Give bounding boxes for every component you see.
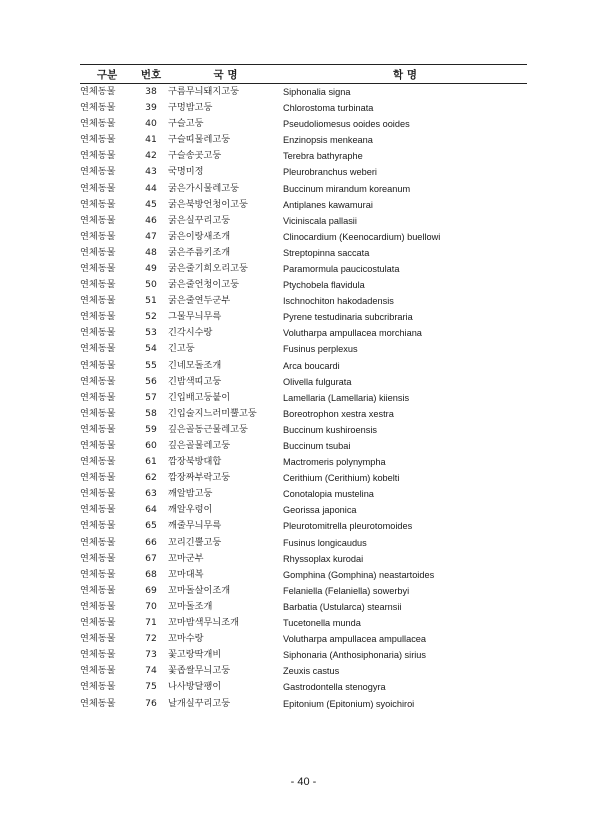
table-row	[80, 100, 527, 116]
korean-name-cell: 깜장짜부락고둥	[168, 472, 231, 484]
scientific-name-cell: Lamellaria (Lamellaria) kiiensis	[283, 392, 410, 403]
table-header	[80, 65, 527, 84]
category-cell: 연체동물	[80, 504, 116, 516]
number-cell: 62	[145, 472, 157, 484]
scientific-name-cell: Gomphina (Gomphina) neastartoides	[283, 569, 435, 580]
korean-name-cell: 국명미정	[168, 166, 204, 178]
number-cell: 44	[145, 182, 157, 194]
category-cell: 연체동물	[80, 246, 116, 258]
korean-name-cell: 그물무늬무륵	[168, 311, 222, 323]
table-row	[80, 293, 527, 309]
korean-name-cell: 굵은줄기희오리고둥	[168, 262, 248, 274]
category-cell: 연체동물	[80, 440, 116, 452]
scientific-name-cell: Tucetonella munda	[283, 618, 361, 629]
table-row	[80, 309, 527, 325]
category-cell: 연체동물	[80, 423, 116, 435]
scientific-name-cell: Ischnochiton hakodadensis	[283, 296, 394, 307]
korean-name-cell: 굵은이랑새조개	[168, 230, 231, 242]
table-row	[80, 374, 527, 390]
category-cell: 연체동물	[80, 214, 116, 226]
korean-name-cell: 꼬마돌조개	[168, 600, 213, 612]
category-cell: 연체동물	[80, 568, 116, 580]
table-row	[80, 245, 527, 261]
table-row	[80, 341, 527, 357]
number-cell: 65	[145, 520, 157, 532]
table-row	[80, 358, 527, 374]
table-row	[80, 679, 527, 695]
header-korean-name: 국 명	[168, 65, 283, 84]
number-cell: 76	[145, 697, 157, 709]
korean-name-cell: 꼬리긴뿔고둥	[168, 536, 222, 548]
korean-name-cell: 구름무늬돼지고둥	[168, 86, 240, 97]
scientific-name-cell: Buccinum tsubai	[283, 441, 351, 452]
scientific-name-cell: Antiplanes kawamurai	[283, 199, 373, 210]
category-cell: 연체동물	[80, 198, 116, 210]
number-cell: 42	[145, 150, 157, 162]
table-row	[80, 229, 527, 245]
table-row	[80, 535, 527, 551]
table-row	[80, 213, 527, 229]
scientific-name-cell: Clinocardium (Keenocardium) buellowi	[283, 231, 441, 242]
category-cell: 연체동물	[80, 391, 116, 403]
table-row	[80, 406, 527, 422]
number-cell: 56	[145, 375, 157, 387]
scientific-name-cell: Barbatia (Ustularca) stearnsii	[283, 601, 402, 612]
category-cell: 연체동물	[80, 407, 116, 419]
number-cell: 73	[145, 649, 157, 661]
category-cell: 연체동물	[80, 665, 116, 677]
scientific-name-cell: Siphonaria (Anthosiphonaria) sirius	[283, 650, 426, 661]
korean-name-cell: 긴고둥	[168, 343, 195, 355]
category-cell: 연체동물	[80, 600, 116, 612]
number-cell: 53	[145, 327, 157, 339]
korean-name-cell: 굵은실꾸리고둥	[168, 214, 231, 226]
number-cell: 59	[145, 423, 157, 435]
number-cell: 55	[145, 359, 157, 371]
table-row	[80, 438, 527, 454]
category-cell: 연체동물	[80, 150, 116, 162]
scientific-name-cell: Olivella fulgurata	[283, 376, 352, 387]
korean-name-cell: 구멍밤고둥	[168, 102, 213, 114]
number-cell: 66	[145, 536, 157, 548]
scientific-name-cell: Siphonalia signa	[283, 87, 351, 97]
scientific-name-cell: Boreotrophon xestra xestra	[283, 408, 394, 419]
table-row	[80, 470, 527, 486]
species-table	[80, 64, 527, 712]
category-cell: 연체동물	[80, 166, 116, 178]
header-number: 번호	[134, 65, 168, 84]
header-category: 구분	[80, 65, 134, 84]
korean-name-cell: 깨알우렁이	[168, 504, 213, 516]
category-cell: 연체동물	[80, 134, 116, 146]
table-row	[80, 551, 527, 567]
table-row	[80, 148, 527, 164]
scientific-name-cell: Rhyssoplax kurodai	[283, 553, 364, 564]
category-cell: 연체동물	[80, 102, 116, 114]
korean-name-cell: 날개실꾸리고둥	[168, 697, 231, 709]
number-cell: 54	[145, 343, 157, 355]
scientific-name-cell: Pseudoliomesus ooides ooides	[283, 119, 410, 130]
scientific-name-cell: Zeuxis castus	[283, 666, 340, 677]
category-cell: 연체동물	[80, 584, 116, 596]
korean-name-cell: 꽃좁쌀무늬고둥	[168, 665, 231, 677]
number-cell: 74	[145, 665, 157, 677]
table-row	[80, 647, 527, 663]
number-cell: 75	[145, 681, 157, 693]
category-cell: 연체동물	[80, 262, 116, 274]
number-cell: 72	[145, 633, 157, 645]
scientific-name-cell: Fusinus longicaudus	[283, 537, 367, 548]
table-row	[80, 422, 527, 438]
scientific-name-cell: Fusinus perplexus	[283, 344, 358, 355]
category-cell: 연체동물	[80, 536, 116, 548]
scientific-name-cell: Pyrene testudinaria subcribraria	[283, 312, 413, 323]
category-cell: 연체동물	[80, 649, 116, 661]
table-row	[80, 583, 527, 599]
category-cell: 연체동물	[80, 327, 116, 339]
number-cell: 63	[145, 488, 157, 500]
korean-name-cell: 깜장북방대합	[168, 456, 222, 468]
category-cell: 연체동물	[80, 375, 116, 387]
number-cell: 57	[145, 391, 157, 403]
category-cell: 연체동물	[80, 488, 116, 500]
korean-name-cell: 긴입배고둥붙이	[168, 391, 231, 403]
korean-name-cell: 꽃고랑딱개비	[168, 649, 222, 661]
scientific-name-cell: Gastrodontella stenogyra	[283, 682, 386, 693]
scientific-name-cell: Ptychobela flavidula	[283, 280, 365, 291]
scientific-name-cell: Terebra bathyraphe	[283, 151, 363, 162]
table-row	[80, 390, 527, 406]
korean-name-cell: 깨줄무늬무륵	[168, 520, 222, 532]
korean-name-cell: 구슬고둥	[168, 118, 204, 130]
number-cell: 51	[145, 295, 157, 307]
korean-name-cell: 나사방달팽이	[168, 681, 222, 693]
number-cell: 52	[145, 311, 157, 323]
header-scientific-name: 학 명	[283, 65, 527, 84]
scientific-name-cell: Pleurotomitrella pleurotomoides	[283, 521, 413, 532]
korean-name-cell: 굵은줄언청이고둥	[168, 279, 240, 291]
table-row	[80, 84, 527, 101]
category-cell: 연체동물	[80, 552, 116, 564]
korean-name-cell: 깨알밤고둥	[168, 488, 213, 500]
table-row	[80, 116, 527, 132]
category-cell: 연체동물	[80, 279, 116, 291]
number-cell: 69	[145, 584, 157, 596]
scientific-name-cell: Felaniella (Felaniella) sowerbyi	[283, 585, 410, 596]
number-cell: 38	[145, 86, 157, 97]
category-cell: 연체동물	[80, 520, 116, 532]
table-row	[80, 277, 527, 293]
number-cell: 41	[145, 134, 157, 146]
table-row	[80, 599, 527, 615]
scientific-name-cell: Paramormula paucicostulata	[283, 263, 400, 274]
category-cell: 연체동물	[80, 311, 116, 323]
korean-name-cell: 굵은가시물레고둥	[168, 182, 240, 194]
category-cell: 연체동물	[80, 230, 116, 242]
scientific-name-cell: Volutharpa ampullacea morchiana	[283, 328, 422, 339]
scientific-name-cell: Viciniscala pallasii	[283, 215, 357, 226]
number-cell: 47	[145, 230, 157, 242]
scientific-name-cell: Epitonium (Epitonium) syoichiroi	[283, 698, 415, 709]
table-row	[80, 663, 527, 679]
number-cell: 50	[145, 279, 157, 291]
category-cell: 연체동물	[80, 472, 116, 484]
korean-name-cell: 긴밤색띠고둥	[168, 375, 222, 387]
scientific-name-cell: Chlorostoma turbinata	[283, 103, 374, 114]
table-row	[80, 261, 527, 277]
scientific-name-cell: Georissa japonica	[283, 505, 357, 516]
scientific-name-cell: Pleurobranchus weberi	[283, 167, 377, 178]
category-cell: 연체동물	[80, 456, 116, 468]
table-row	[80, 486, 527, 502]
korean-name-cell: 꼬마대복	[168, 568, 204, 580]
korean-name-cell: 긴입술지느러미뿔고둥	[168, 407, 257, 419]
korean-name-cell: 굵은주름키조개	[168, 246, 231, 258]
scientific-name-cell: Conotalopia mustelina	[283, 489, 374, 500]
number-cell: 68	[145, 568, 157, 580]
scientific-name-cell: Buccinum mirandum koreanum	[283, 183, 411, 194]
table-row	[80, 695, 527, 711]
korean-name-cell: 긴각시수랑	[168, 327, 213, 339]
category-cell: 연체동물	[80, 697, 116, 709]
scientific-name-cell: Buccinum kushiroensis	[283, 424, 377, 435]
table-body	[80, 84, 527, 712]
table-row	[80, 502, 527, 518]
number-cell: 61	[145, 456, 157, 468]
table-row	[80, 631, 527, 647]
table-row	[80, 197, 527, 213]
korean-name-cell: 꼬마군부	[168, 552, 204, 564]
table-row	[80, 567, 527, 583]
scientific-name-cell: Cerithium (Cerithium) kobelti	[283, 473, 400, 484]
number-cell: 70	[145, 600, 157, 612]
category-cell: 연체동물	[80, 359, 116, 371]
category-cell: 연체동물	[80, 182, 116, 194]
korean-name-cell: 꼬마밤색무늬조개	[168, 617, 240, 629]
korean-name-cell: 굵은북방언청이고둥	[168, 198, 248, 210]
korean-name-cell: 깊은골동근물레고둥	[168, 423, 248, 435]
table-row	[80, 325, 527, 341]
korean-name-cell: 구슬띠물레고둥	[168, 134, 231, 146]
korean-name-cell: 굵은줄연두군부	[168, 295, 231, 307]
table-row	[80, 164, 527, 180]
category-cell: 연체동물	[80, 118, 116, 130]
number-cell: 39	[145, 102, 157, 114]
number-cell: 67	[145, 552, 157, 564]
korean-name-cell: 꼬마돌살이조개	[168, 584, 231, 596]
page-number: - 40 -	[290, 776, 317, 788]
korean-name-cell: 꼬마수랑	[168, 633, 204, 645]
scientific-name-cell: Streptopinna saccata	[283, 247, 370, 258]
table-row	[80, 180, 527, 196]
korean-name-cell: 긴네모돌조개	[168, 359, 222, 371]
number-cell: 49	[145, 262, 157, 274]
number-cell: 60	[145, 440, 157, 452]
number-cell: 43	[145, 166, 157, 178]
scientific-name-cell: Enzinopsis menkeana	[283, 135, 373, 146]
category-cell: 연체동물	[80, 681, 116, 693]
table-row	[80, 132, 527, 148]
number-cell: 48	[145, 246, 157, 258]
number-cell: 64	[145, 504, 157, 516]
number-cell: 71	[145, 617, 157, 629]
korean-name-cell: 깊은골물레고둥	[168, 440, 231, 452]
category-cell: 연체동물	[80, 86, 116, 97]
scientific-name-cell: Volutharpa ampullacea ampullacea	[283, 634, 427, 645]
category-cell: 연체동물	[80, 295, 116, 307]
number-cell: 45	[145, 198, 157, 210]
scientific-name-cell: Arca boucardi	[283, 360, 340, 371]
category-cell: 연체동물	[80, 343, 116, 355]
table-row	[80, 454, 527, 470]
number-cell: 46	[145, 214, 157, 226]
scientific-name-cell: Mactromeris polynympha	[283, 457, 386, 468]
category-cell: 연체동물	[80, 617, 116, 629]
table-row	[80, 518, 527, 534]
number-cell: 40	[145, 118, 157, 130]
number-cell: 58	[145, 407, 157, 419]
table-row	[80, 615, 527, 631]
korean-name-cell: 구슬송곳고둥	[168, 150, 222, 162]
category-cell: 연체동물	[80, 633, 116, 645]
